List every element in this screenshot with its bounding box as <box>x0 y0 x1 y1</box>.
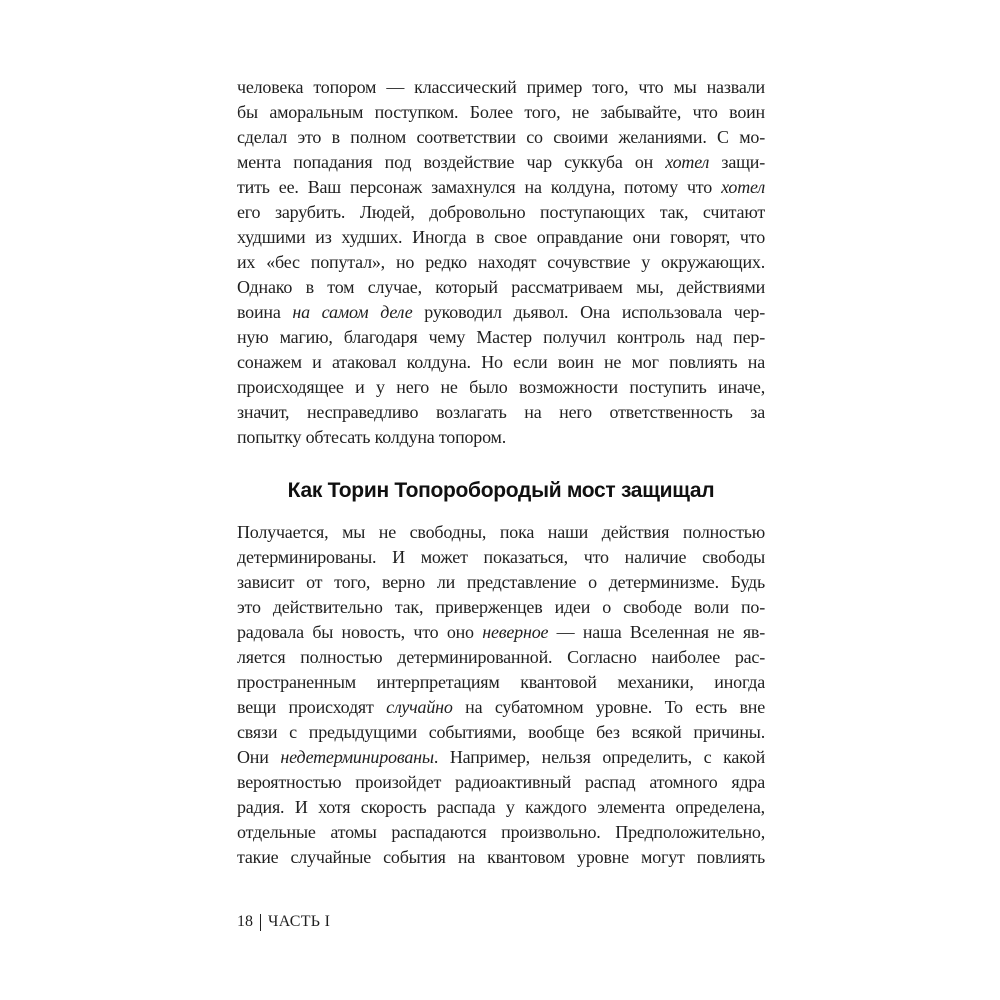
text-run: Они <box>237 747 281 767</box>
text-run: их «бес попутал», но редко находят сочувствие у окружающих. <box>237 252 765 272</box>
italic-run: случайно <box>386 697 453 717</box>
footer-divider <box>260 914 261 931</box>
text-run: ляется полностью детерминированной. Согласно наиболее рас- <box>237 647 765 667</box>
text-run: Получается, мы не свободны, пока наши действия полностью <box>237 522 765 542</box>
text-line <box>237 795 765 820</box>
text-run: отдельные атомы распадаются произвольно. Предположительно, <box>237 822 765 842</box>
text-run: происходящее и у него не было возможности поступить иначе, <box>237 377 765 397</box>
text-line <box>237 175 765 200</box>
text-line <box>237 720 765 745</box>
text-line <box>237 100 765 125</box>
text-run: вещи происходят <box>237 697 387 717</box>
text-run: Однако в том случае, который рассматриваем мы, действиями <box>237 277 765 297</box>
italic-run: неверное <box>482 622 549 642</box>
text-line <box>237 275 765 300</box>
text-run: худшими из худших. Иногда в свое оправдание они говорят, что <box>237 227 765 247</box>
text-run: пространенным интерпретациям квантовой механики, иногда <box>237 672 765 692</box>
text-line <box>237 250 765 275</box>
italic-run: хотел <box>665 152 710 172</box>
text-run: такие случайные события на квантовом уровне могут повлиять <box>237 847 765 867</box>
text-line <box>237 325 765 350</box>
text-line <box>237 125 765 150</box>
text-line <box>237 350 765 375</box>
text-run: бы аморальным поступком. Более того, не забывайте, что воин <box>237 102 765 122</box>
italic-run: на самом деле <box>292 302 413 322</box>
text-line <box>237 400 765 425</box>
text-line <box>237 225 765 250</box>
text-line <box>237 375 765 400</box>
text-run: зависит от того, верно ли представление о детерминизме. Будь <box>237 572 765 592</box>
text-line <box>237 150 765 175</box>
text-line <box>237 520 765 545</box>
text-line <box>237 75 765 100</box>
section-heading: Как Торин Топоробородый мост защищал <box>287 479 715 502</box>
text-run: человека топором — классический пример того, что мы назвали <box>237 77 765 97</box>
text-run: связи с предыдущими событиями, вообще без всякой причины. <box>237 722 765 742</box>
page-number: 18 <box>237 913 253 930</box>
text-run: сделал это в полном соответствии со своими желаниями. С мо- <box>237 127 765 147</box>
text-line <box>237 845 765 870</box>
italic-run: хотел <box>721 177 765 197</box>
text-line <box>237 595 765 620</box>
text-run: на субатомном уровне. То есть вне <box>452 697 765 717</box>
text-run: детерминированы. И может показаться, что наличие свободы <box>237 547 765 567</box>
text-run: ную магию, благодаря чему Мастер получил контроль над пер- <box>237 327 765 347</box>
text-run: воина <box>237 302 293 322</box>
text-run: вероятностью произойдет радиоактивный распад атомного ядра <box>237 772 765 792</box>
text-run: это действительно так, приверженцев идеи о свободе воли по- <box>237 597 765 617</box>
text-run: радия. И хотя скорость распада у каждого элемента определена, <box>237 797 765 817</box>
text-line <box>237 645 765 670</box>
text-run: значит, несправедливо возлагать на него ответственность за <box>237 402 765 422</box>
page-footer <box>237 912 330 932</box>
text-line <box>237 695 765 720</box>
text-line <box>237 620 765 645</box>
text-line <box>237 770 765 795</box>
text-run: попытку обтесать колдуна топором. <box>237 427 507 447</box>
text-line <box>237 745 765 770</box>
italic-run: недетерминированы <box>280 747 434 767</box>
text-run: защи- <box>709 152 765 172</box>
text-run: . Например, нельзя определить, с какой <box>433 747 765 767</box>
paragraph-after-heading <box>237 520 765 870</box>
text-line <box>237 820 765 845</box>
paragraph-before-heading <box>237 75 765 450</box>
text-line <box>237 545 765 570</box>
text-run: его зарубить. Людей, добровольно поступающих так, считают <box>237 202 765 222</box>
text-run: тить ее. Ваш персонаж замахнулся на колдуна, потому что <box>237 177 722 197</box>
text-run: мента попадания под воздействие чар суккуба он <box>237 152 666 172</box>
text-line <box>237 425 765 450</box>
text-line <box>237 200 765 225</box>
text-run: руководил дьявол. Она использовала чер- <box>412 302 766 322</box>
text-line <box>237 670 765 695</box>
text-line <box>237 570 765 595</box>
text-run: сонажем и атаковал колдуна. Но если воин не мог повлиять на <box>237 352 765 372</box>
section-label: ЧАСТЬ I <box>268 913 331 930</box>
text-line <box>237 300 765 325</box>
text-run: — наша Вселенная не яв- <box>548 622 765 642</box>
text-run: радовала бы новость, что оно <box>237 622 483 642</box>
